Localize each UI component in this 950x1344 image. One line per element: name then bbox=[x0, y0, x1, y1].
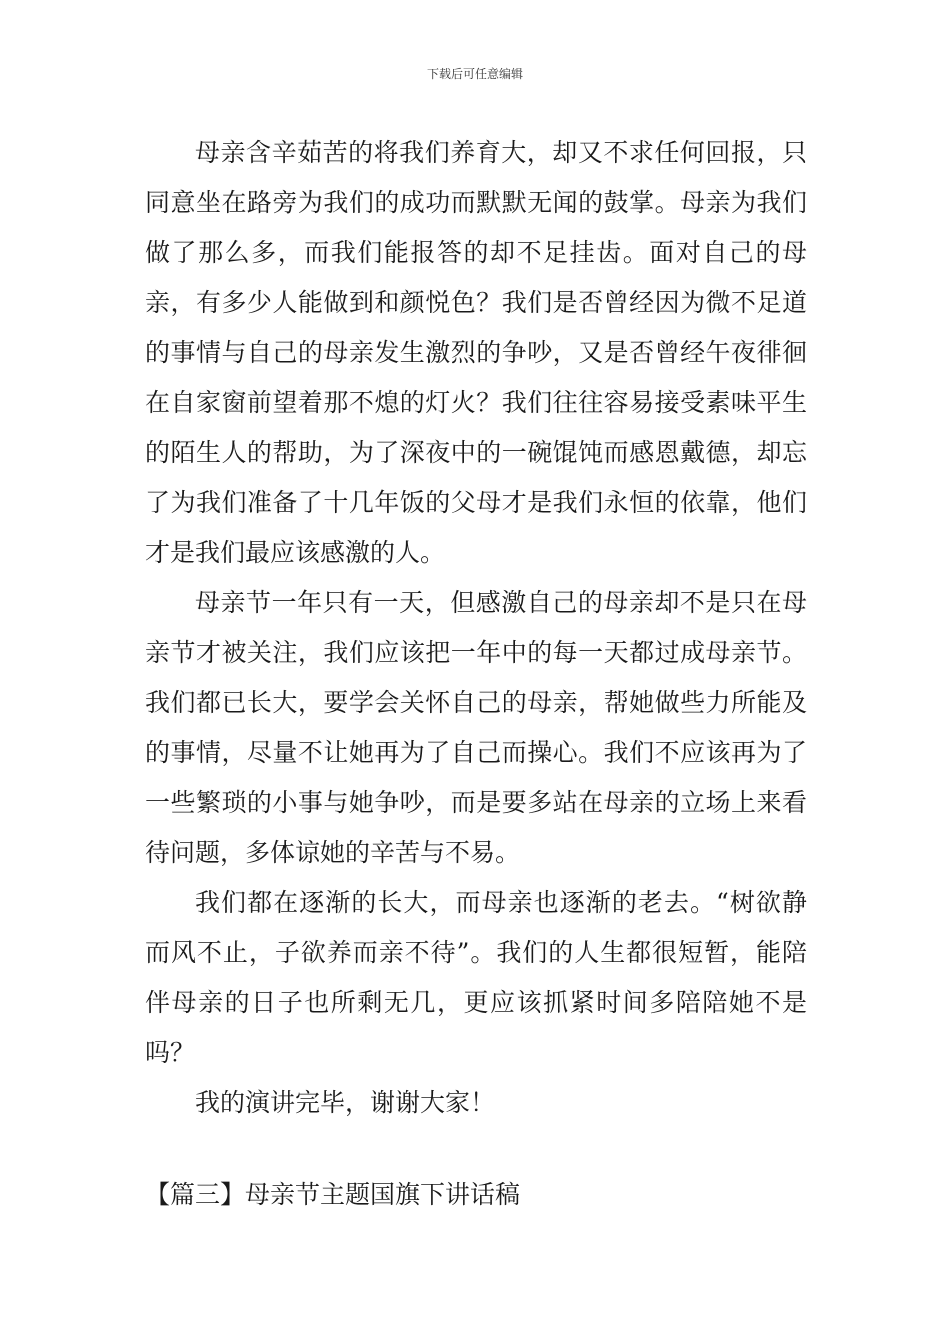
paragraph-1: 母亲含辛茹苦的将我们养育大，却又不求任何回报，只同意坐在路旁为我们的成功而默默无闻的鼓掌。母亲为我们做了那么多，而我们能报答的却不足挂齿。面对自己的母亲，有多少人能做到和颜悦色？我们是否曾经因为微不足道的事情与自己的母亲发生激烈的争吵，又是否曾经午夜徘徊在自家窗前望着那不熄的灯火？我们往往容易接受素味平生的陌生人的帮助，为了深夜中的一碗馄饨而感恩戴德，却忘了为我们准备了十几年饭的父母才是我们永恒的依靠，他们才是我们最应该感激的人。 bbox=[145, 138, 807, 567]
document-body bbox=[145, 128, 807, 1128]
paragraph-3: 我们都在逐渐的长大，而母亲也逐渐的老去。“树欲静而风不止，子欲养而亲不待”。我们的人生都很短暂，能陪伴母亲的日子也所剩无几，更应该抓紧时间多陪陪她不是吗？ bbox=[145, 888, 807, 1067]
section-title: 【篇三】母亲节主题国旗下讲话稿 bbox=[145, 1180, 521, 1209]
page-header-note: 下载后可任意编辑 bbox=[426, 67, 523, 81]
paragraph-4: 我的演讲完毕，谢谢大家！ bbox=[195, 1088, 496, 1117]
paragraph-2: 母亲节一年只有一天，但感激自己的母亲却不是只在母亲节才被关注，我们应该把一年中的每一天都过成母亲节。我们都已长大，要学会关怀自己的母亲，帮她做些力所能及的事情，尽量不让她再为了自己而操心。我们不应该再为了一些繁琐的小事与她争吵，而是要多站在母亲的立场上来看待问题，多体谅她的辛苦与不易。 bbox=[145, 588, 807, 867]
